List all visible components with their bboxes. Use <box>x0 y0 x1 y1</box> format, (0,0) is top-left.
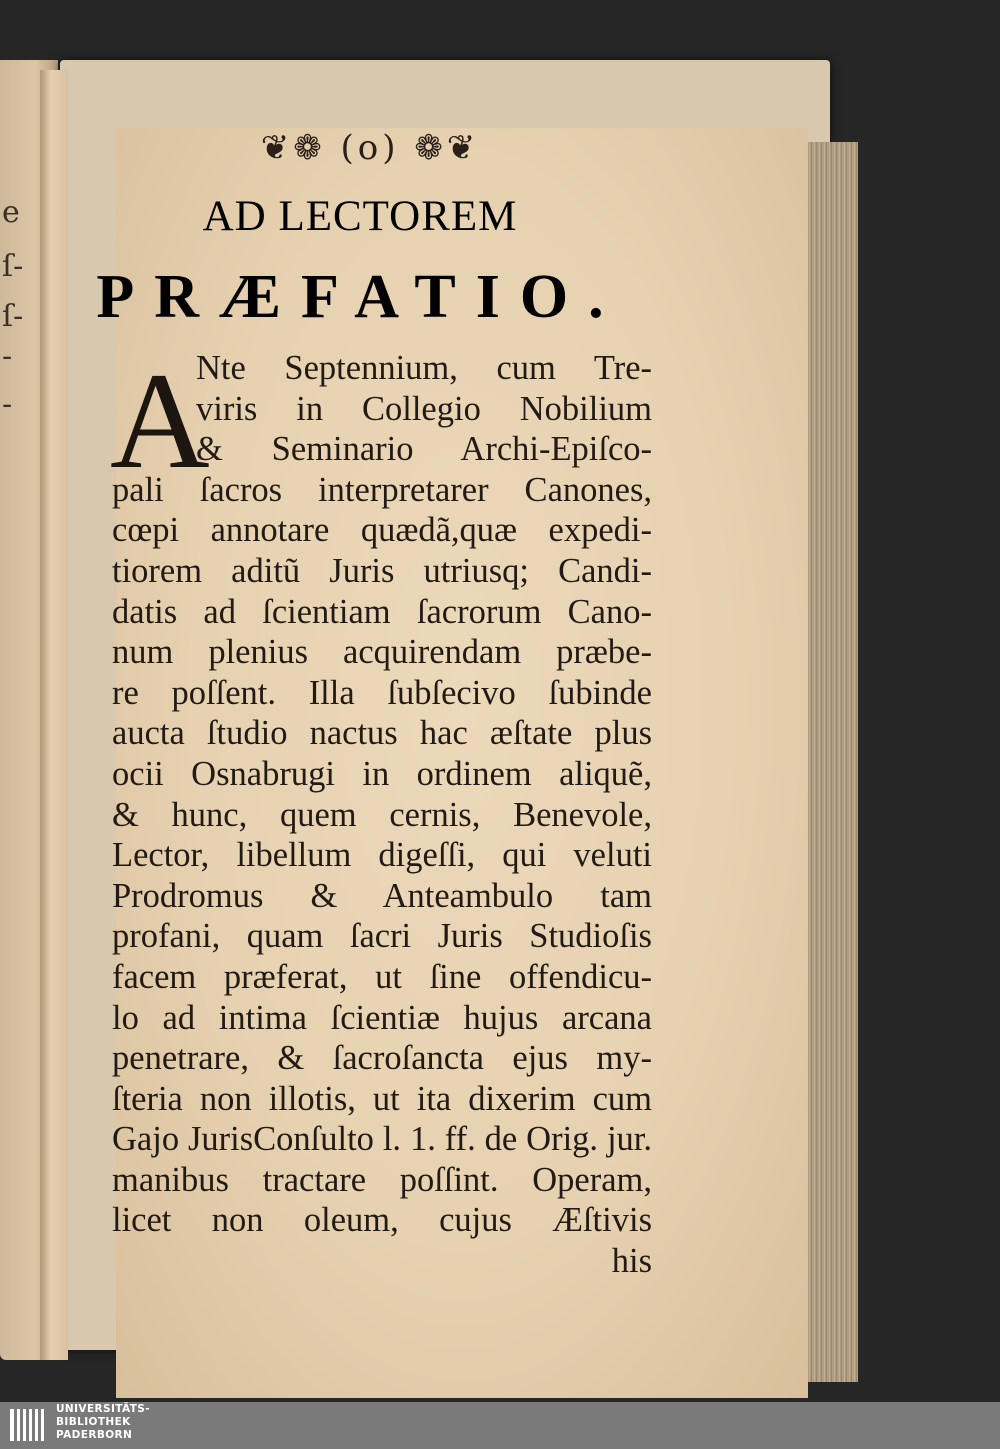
library-logo-text <box>56 1403 150 1442</box>
text-line: facem præferat, ut ſine offendicu- <box>112 957 652 996</box>
text-line: viris in Collegio Nobilium <box>196 389 652 428</box>
catchword: his <box>611 1242 652 1281</box>
body-text <box>110 344 652 1282</box>
ornament-right-icon: ❁❦ <box>414 128 480 168</box>
library-name-line: UNIVERSITÄTS- <box>56 1403 151 1415</box>
facing-page-fragment: - <box>2 339 13 374</box>
text-line: Lector, libellum digeſſi, qui veluti <box>112 836 652 875</box>
ornament-left-icon: ❦❁ <box>260 128 326 168</box>
facing-page-fragment: e <box>2 195 20 230</box>
text-line: manibus tractare poſſint. Operam, <box>112 1160 652 1199</box>
text-line: pali ſacros interpretarer Canones, <box>112 470 652 509</box>
text-line: Nte Septennium, cum Tre- <box>196 349 652 387</box>
text-line: lo ad intima ſcientiæ hujus arcana <box>112 998 652 1037</box>
library-logo-icon <box>8 1405 48 1445</box>
text-line: ſteria non illotis, ut ita dixerim cum <box>112 1079 652 1118</box>
text-line: datis ad ſcientiam ſacrorum Cano- <box>112 592 652 631</box>
text-line: cœpi annotare quædã,quæ expedi- <box>112 511 652 550</box>
text-line: Gajo JurisConſulto l. 1. ff. de Orig. jur. <box>112 1120 652 1159</box>
title-line-2: PRÆFATIO. <box>96 263 624 331</box>
drop-cap: A <box>110 344 210 497</box>
text-line: aucta ſtudio nactus hac æſtate plus <box>112 714 652 753</box>
library-name-line: PADERBORN <box>56 1429 133 1441</box>
facing-page-fragment: - <box>2 387 13 422</box>
text-line: tiorem aditũ Juris utriusq; Candi- <box>112 551 652 590</box>
text-line: Prodromus & Anteambulo tam <box>112 876 652 915</box>
text-line: re poſſent. Illa ſubſecivo ſubinde <box>112 673 652 712</box>
text-line: penetrare, & ſacroſancta ejus my- <box>112 1039 652 1078</box>
text-line: & hunc, quem cernis, Benevole, <box>112 795 652 834</box>
text-line: num plenius acquirendam præbe- <box>112 633 652 672</box>
text-line: profani, quam ſacri Juris Studioſis <box>112 917 652 956</box>
title-line-1: AD LECTOREM <box>202 193 518 240</box>
library-name-line: BIBLIOTHEK <box>56 1416 131 1428</box>
running-head <box>0 128 740 168</box>
text-line: & Seminario Archi-Epiſco- <box>196 430 652 469</box>
text-line: ocii Osnabrugi in ordinem aliquẽ, <box>112 754 652 793</box>
text-line: licet non oleum, cujus Æſtivis <box>112 1201 652 1240</box>
facing-page-fragment: ſ- <box>2 249 24 284</box>
facing-page-fragment: ſ- <box>2 299 24 334</box>
page-number: (o) <box>340 128 400 168</box>
